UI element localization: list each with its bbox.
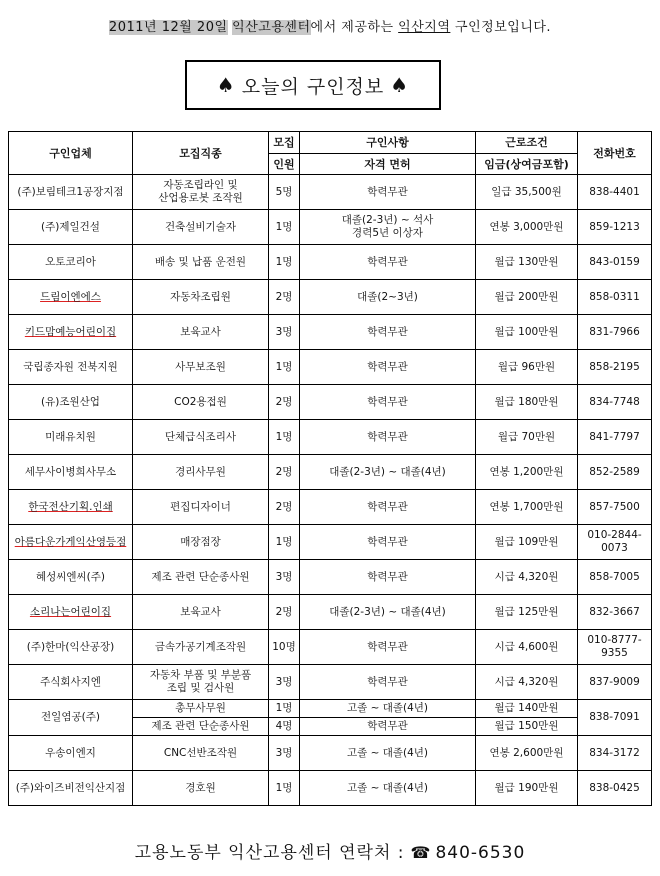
job-cell: 자동차 부품 및 부분품 조립 및 검사원 [133, 665, 269, 700]
wage-cell: 월급 150만원 [476, 718, 578, 736]
table-row [9, 245, 652, 280]
company-cell: 키드맘예능어린이집 [9, 315, 133, 350]
table-row [9, 525, 652, 560]
table-row [9, 350, 652, 385]
qualification-cell: 학력무관 [300, 560, 476, 595]
company-cell: (유)조원산업 [9, 385, 133, 420]
company-cell: 드림이엔에스 [9, 280, 133, 315]
company-cell: 주식회사지엔 [9, 665, 133, 700]
phone-cell: 838-4401 [578, 175, 652, 210]
wage-cell: 연봉 3,000만원 [476, 210, 578, 245]
qualification-cell: 학력무관 [300, 665, 476, 700]
count-cell: 1명 [269, 245, 300, 280]
phone-cell: 858-0311 [578, 280, 652, 315]
header-conditions: 근로조건 [476, 132, 578, 154]
qualification-cell: 대졸(2-3년) ~ 대졸(4년) [300, 595, 476, 630]
qualification-cell: 고졸 ~ 대졸(4년) [300, 736, 476, 771]
job-cell: CO2용접원 [133, 385, 269, 420]
company-cell: 국립종자원 전북지원 [9, 350, 133, 385]
qualification-cell: 대졸(2-3년) ~ 석사 경력5년 이상자 [300, 210, 476, 245]
company-cell: 세무사이병희사무소 [9, 455, 133, 490]
wage-cell: 월급 190만원 [476, 771, 578, 806]
count-cell: 1명 [269, 350, 300, 385]
table-row [9, 665, 652, 700]
wage-cell: 월급 96만원 [476, 350, 578, 385]
header-requirements: 구인사항 [300, 132, 476, 154]
job-cell: 자동차조립원 [133, 280, 269, 315]
table-row [9, 560, 652, 595]
count-cell: 2명 [269, 490, 300, 525]
wage-cell: 월급 130만원 [476, 245, 578, 280]
job-cell: 제조 관련 단순종사원 [133, 718, 269, 736]
wage-cell: 월급 125만원 [476, 595, 578, 630]
phone-cell: 010-2844-0073 [578, 525, 652, 560]
wage-cell: 월급 180만원 [476, 385, 578, 420]
company-cell: (주)보림테크1공장지점 [9, 175, 133, 210]
job-listings-table [8, 131, 652, 806]
header-recruit-bottom: 인원 [269, 154, 300, 175]
phone-cell: 857-7500 [578, 490, 652, 525]
count-cell: 2명 [269, 385, 300, 420]
phone-cell: 858-2195 [578, 350, 652, 385]
job-cell: 총무사무원 [133, 700, 269, 718]
phone-cell: 838-7091 [578, 700, 652, 736]
company-cell: 혜성씨엔씨(주) [9, 560, 133, 595]
qualification-cell: 고졸 ~ 대졸(4년) [300, 700, 476, 718]
qualification-cell: 학력무관 [300, 175, 476, 210]
telephone-icon: ☎ [410, 843, 432, 862]
company-cell: (주)와이즈비전익산지점 [9, 771, 133, 806]
count-cell: 1명 [269, 525, 300, 560]
company-cell: 전일염공(주) [9, 700, 133, 736]
qualification-cell: 학력무관 [300, 718, 476, 736]
header-phone: 전화번호 [578, 132, 652, 175]
job-cell: 보육교사 [133, 315, 269, 350]
footer-phone: 840-6530 [435, 843, 526, 863]
count-cell: 2명 [269, 455, 300, 490]
phone-cell: 843-0159 [578, 245, 652, 280]
qualification-cell: 대졸(2~3년) [300, 280, 476, 315]
company-cell: (주)제일건설 [9, 210, 133, 245]
phone-cell: 832-3667 [578, 595, 652, 630]
phone-cell: 838-0425 [578, 771, 652, 806]
company-cell: 오토코리아 [9, 245, 133, 280]
table-row [9, 490, 652, 525]
count-cell: 4명 [269, 718, 300, 736]
header-center: 익산고용센터 [232, 20, 311, 35]
count-cell: 3명 [269, 665, 300, 700]
qualification-cell: 학력무관 [300, 630, 476, 665]
count-cell: 1명 [269, 771, 300, 806]
qualification-cell: 학력무관 [300, 315, 476, 350]
table-row [9, 210, 652, 245]
count-cell: 2명 [269, 595, 300, 630]
job-cell: 경리사무원 [133, 455, 269, 490]
count-cell: 10명 [269, 630, 300, 665]
table-row [9, 280, 652, 315]
qualification-cell: 학력무관 [300, 525, 476, 560]
table-row [9, 455, 652, 490]
table-row [9, 175, 652, 210]
header-mid: 에서 제공하는 [310, 20, 394, 35]
header-wage: 임금(상여금포함) [476, 154, 578, 175]
wage-cell: 시급 4,600원 [476, 630, 578, 665]
count-cell: 1명 [269, 420, 300, 455]
job-cell: 경호원 [133, 771, 269, 806]
wage-cell: 연봉 2,600만원 [476, 736, 578, 771]
job-cell: 건축설비기술자 [133, 210, 269, 245]
table-row [9, 315, 652, 350]
header-date: 2011년 12월 20일 [108, 20, 228, 35]
phone-cell: 010-8777-9355 [578, 630, 652, 665]
company-cell: 미래유치원 [9, 420, 133, 455]
count-cell: 3명 [269, 315, 300, 350]
phone-cell: 831-7966 [578, 315, 652, 350]
qualification-cell: 학력무관 [300, 385, 476, 420]
count-cell: 1명 [269, 210, 300, 245]
count-cell: 3명 [269, 560, 300, 595]
qualification-cell: 학력무관 [300, 490, 476, 525]
phone-cell: 834-3172 [578, 736, 652, 771]
count-cell: 5명 [269, 175, 300, 210]
wage-cell: 시급 4,320원 [476, 560, 578, 595]
job-cell: 사무보조원 [133, 350, 269, 385]
footer-contact [0, 838, 660, 863]
company-cell: 한국전산기획.인쇄 [9, 490, 133, 525]
table-row [9, 771, 652, 806]
table-row [9, 595, 652, 630]
table-row [9, 736, 652, 771]
count-cell: 3명 [269, 736, 300, 771]
header-recruit-top: 모집 [269, 132, 300, 154]
header-qualification: 자격 면허 [300, 154, 476, 175]
qualification-cell: 학력무관 [300, 420, 476, 455]
page-title [185, 60, 441, 110]
wage-cell: 일급 35,500원 [476, 175, 578, 210]
company-cell: 우송이엔지 [9, 736, 133, 771]
phone-cell: 858-7005 [578, 560, 652, 595]
header-notice [0, 16, 660, 35]
wage-cell: 시급 4,320원 [476, 665, 578, 700]
page-title-text: 오늘의 구인정보 [241, 75, 385, 98]
qualification-cell: 대졸(2-3년) ~ 대졸(4년) [300, 455, 476, 490]
header-job: 모집직종 [133, 132, 269, 175]
job-cell: 단체급식조리사 [133, 420, 269, 455]
job-cell: 편집디자이너 [133, 490, 269, 525]
phone-cell: 859-1213 [578, 210, 652, 245]
job-cell: 보육교사 [133, 595, 269, 630]
wage-cell: 연봉 1,200만원 [476, 455, 578, 490]
company-cell: 소리나는어린이집 [9, 595, 133, 630]
wage-cell: 월급 140만원 [476, 700, 578, 718]
count-cell: 1명 [269, 700, 300, 718]
job-cell: 제조 관련 단순종사원 [133, 560, 269, 595]
phone-cell: 841-7797 [578, 420, 652, 455]
spade-icon: ♠ [216, 73, 236, 97]
qualification-cell: 고졸 ~ 대졸(4년) [300, 771, 476, 806]
wage-cell: 월급 70만원 [476, 420, 578, 455]
wage-cell: 월급 100만원 [476, 315, 578, 350]
job-cell: 금속가공기계조작원 [133, 630, 269, 665]
spade-icon: ♠ [390, 73, 410, 97]
header-region: 익산지역 [398, 20, 451, 35]
header-tail: 구인정보입니다. [455, 20, 552, 35]
job-cell: 배송 및 납품 운전원 [133, 245, 269, 280]
table-row [9, 630, 652, 665]
table-row [9, 385, 652, 420]
wage-cell: 연봉 1,700만원 [476, 490, 578, 525]
footer-text: 고용노동부 익산고용센터 연락처 : [134, 843, 405, 863]
count-cell: 2명 [269, 280, 300, 315]
header-company: 구인업체 [9, 132, 133, 175]
qualification-cell: 학력무관 [300, 350, 476, 385]
qualification-cell: 학력무관 [300, 245, 476, 280]
phone-cell: 834-7748 [578, 385, 652, 420]
company-cell: 아름다운가게익산영등점 [9, 525, 133, 560]
table-row [9, 420, 652, 455]
wage-cell: 월급 109만원 [476, 525, 578, 560]
company-cell: (주)한마(익산공장) [9, 630, 133, 665]
job-cell: CNC선반조작원 [133, 736, 269, 771]
job-cell: 자동조립라인 및 산업용로봇 조작원 [133, 175, 269, 210]
table-row [9, 700, 652, 718]
job-cell: 매장점장 [133, 525, 269, 560]
phone-cell: 837-9009 [578, 665, 652, 700]
wage-cell: 월급 200만원 [476, 280, 578, 315]
phone-cell: 852-2589 [578, 455, 652, 490]
